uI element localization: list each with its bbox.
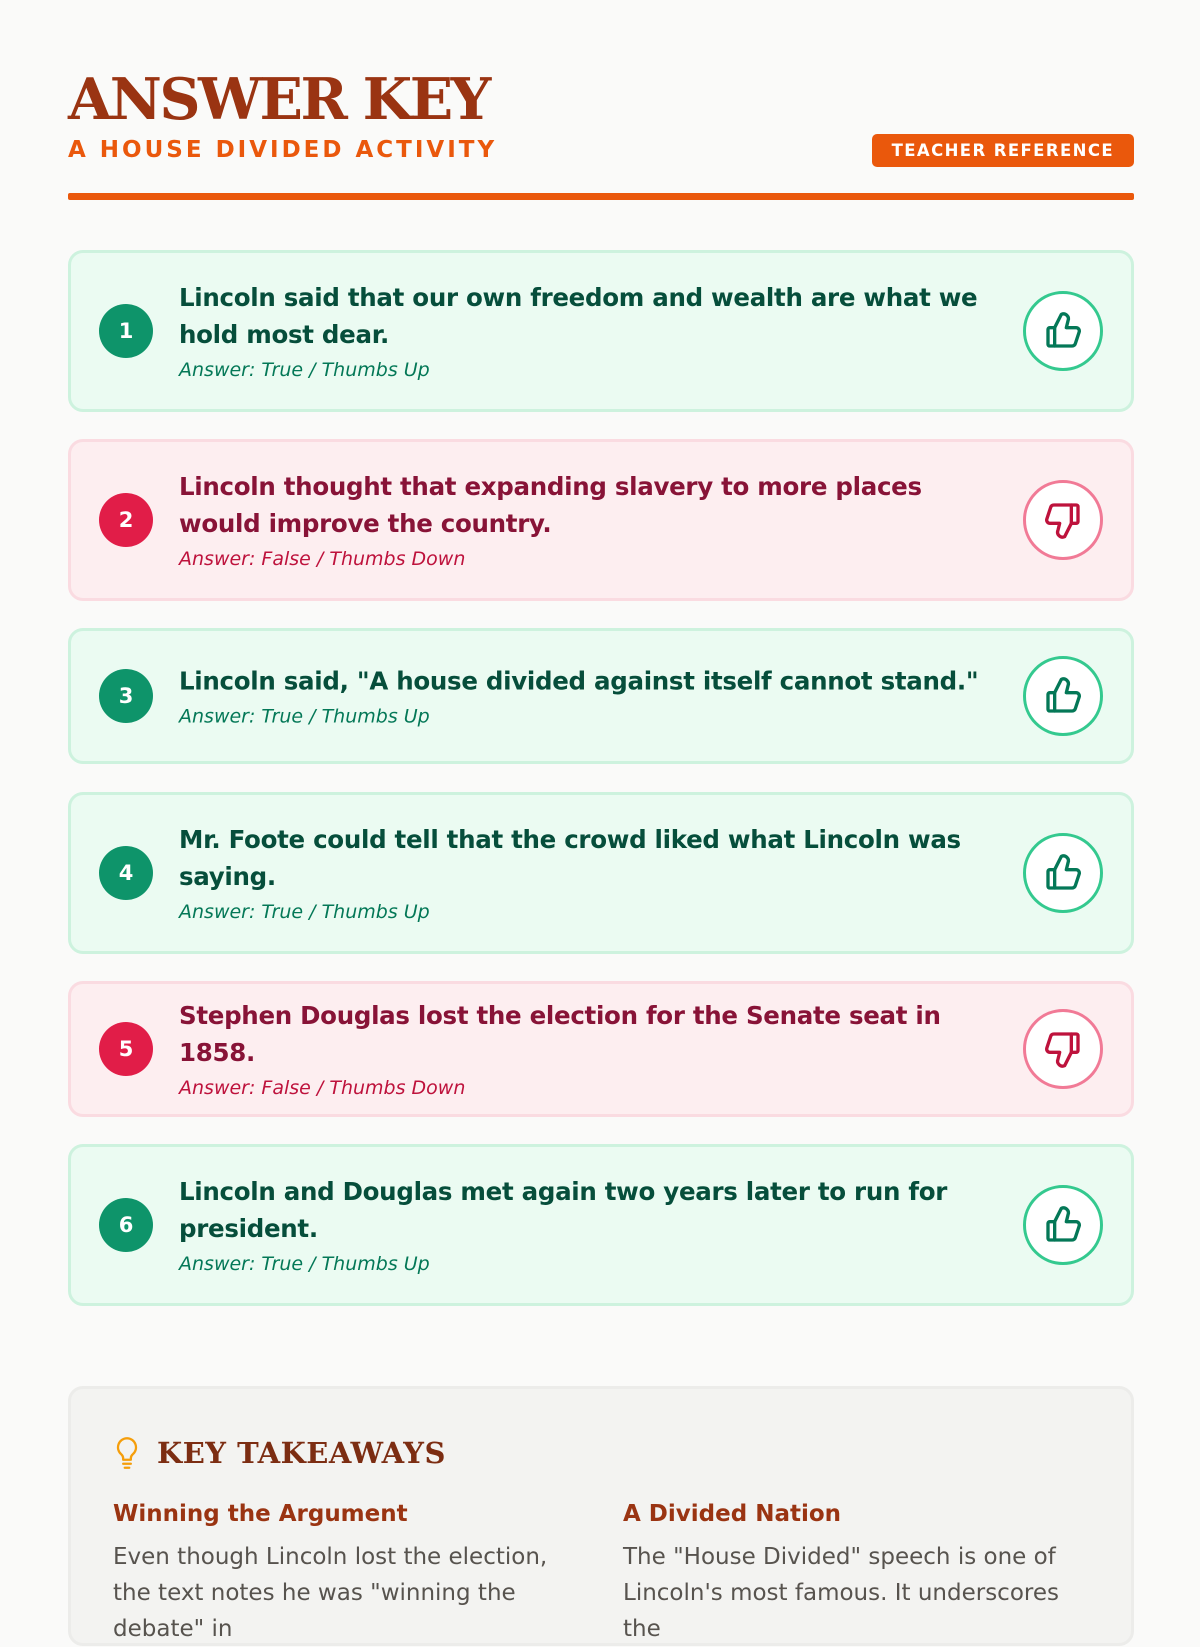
question-number: 6 [99,1198,153,1252]
thumbs-up-icon [1023,1185,1103,1265]
answer-text: Answer: False / Thumbs Down [179,548,466,570]
question-card [68,439,1134,601]
takeaway-divided-nation [623,1499,1083,1647]
thumbs-up-icon [1023,291,1103,371]
page-title: ANSWER KEY [68,66,489,133]
answer-text: Answer: True / Thumbs Up [179,1253,430,1275]
question-text: Stephen Douglas lost the election for the Senate seat in 1858. [179,1001,941,1067]
question-number: 5 [99,1022,153,1076]
question-text: Lincoln said, "A house divided against itself cannot stand." [179,666,979,696]
question-number: 2 [99,493,153,547]
lightbulb-icon [113,1436,141,1470]
takeaway-body: Even though Lincoln lost the election, the text notes he was "winning the debate" in [113,1544,548,1642]
question-card [68,792,1134,954]
answer-key-page [68,0,1134,1642]
question-text: Lincoln and Douglas met again two years later to run for president. [179,1177,948,1243]
question-card [68,1144,1134,1306]
question-number: 4 [99,846,153,900]
thumbs-down-icon [1023,1009,1103,1089]
question-text: Lincoln said that our own freedom and wealth are what we hold most dear. [179,283,978,349]
question-card [68,981,1134,1117]
question-card [68,250,1134,412]
question-number: 3 [99,669,153,723]
answer-text: Answer: True / Thumbs Up [179,705,430,728]
takeaway-winning-argument [113,1499,573,1647]
question-card [68,628,1134,764]
thumbs-up-icon [1023,833,1103,913]
takeaway-heading: A Divided Nation [623,1501,842,1527]
question-number: 1 [99,304,153,358]
takeaway-body: The "House Divided" speech is one of Lincoln's most famous. It underscores the [623,1544,1059,1642]
answer-text: Answer: False / Thumbs Down [179,1077,466,1099]
takeaway-heading: Winning the Argument [113,1501,408,1527]
thumbs-up-icon [1023,656,1103,736]
takeaways-title: KEY TAKEAWAYS [157,1436,446,1470]
teacher-reference-badge: TEACHER REFERENCE [872,134,1134,167]
header [68,0,1134,200]
question-text: Mr. Foote could tell that the crowd liked what Lincoln was saying. [179,825,961,891]
answer-text: Answer: True / Thumbs Up [179,359,430,381]
header-divider [68,193,1134,200]
thumbs-down-icon [1023,480,1103,560]
page-subtitle: A HOUSE DIVIDED ACTIVITY [68,137,498,163]
answer-text: Answer: True / Thumbs Up [179,901,430,923]
key-takeaways-panel [68,1386,1134,1646]
question-text: Lincoln thought that expanding slavery to more places would improve the country. [179,472,922,538]
